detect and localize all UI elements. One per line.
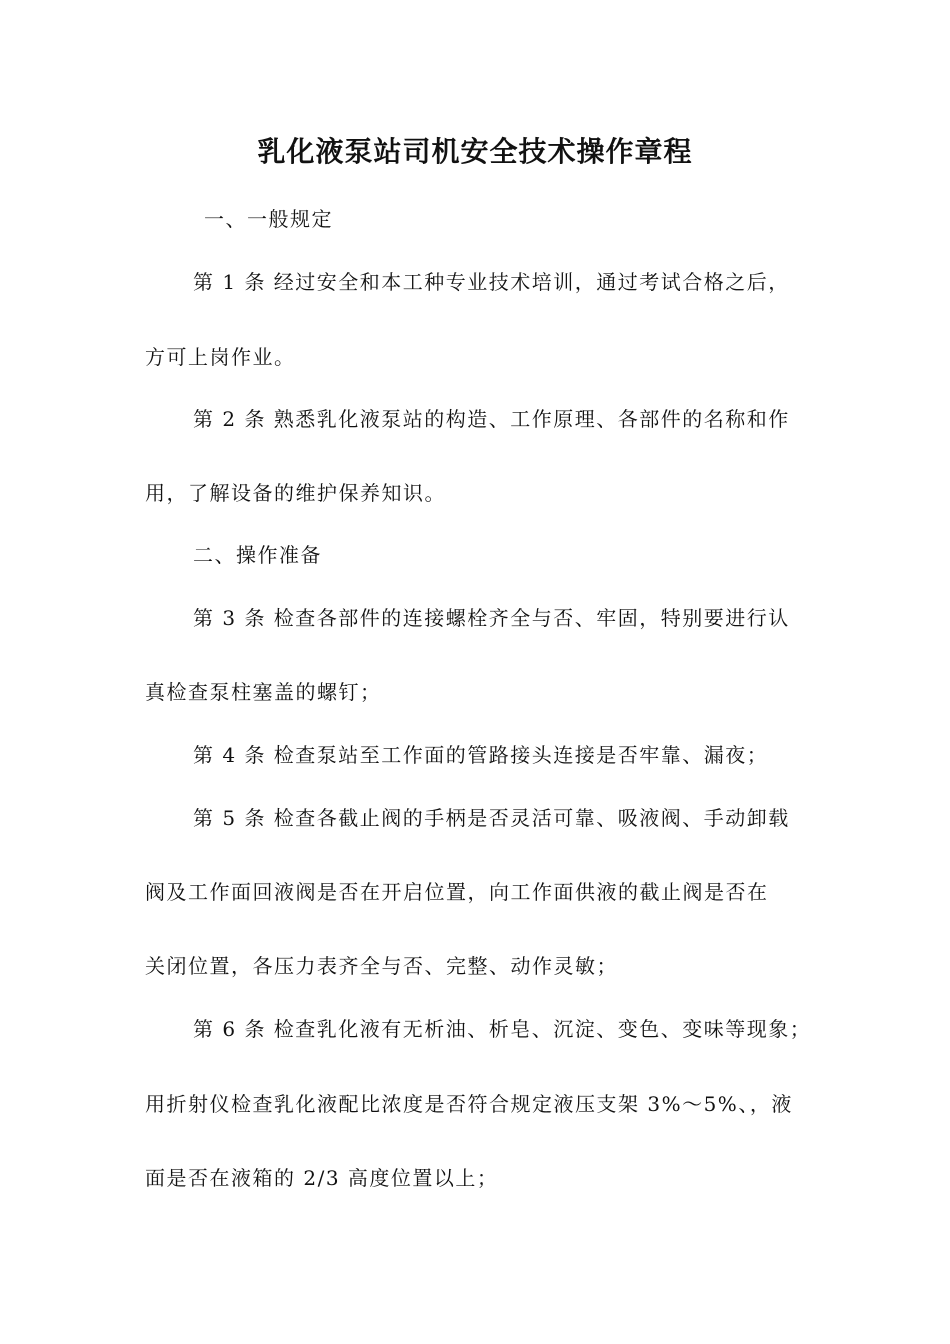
document-title: 乳化液泵站司机安全技术操作章程 [257, 135, 693, 168]
article-5-line-2: 阀及工作面回液阀是否在开启位置，向工作面供液的截止阀是否在 [145, 880, 769, 904]
article-6-line-3: 面是否在液箱的 2/3 高度位置以上； [145, 1166, 499, 1190]
article-6-line-2: 用折射仪检查乳化液配比浓度是否符合规定液压支架 3%～5%、，液 [145, 1092, 793, 1116]
article-1-line-1: 第 1 条 经过安全和本工种专业技术培训，通过考试合格之后， [193, 270, 790, 294]
article-5-line-3: 关闭位置，各压力表齐全与否、完整、动作灵敏； [145, 954, 618, 978]
article-2-line-2: 用，了解设备的维护保养知识。 [145, 481, 446, 505]
section-heading-preparation: 二、操作准备 [193, 543, 322, 567]
article-4-line-1: 第 4 条 检查泵站至工作面的管路接头连接是否牢靠、漏夜； [193, 743, 769, 767]
article-3-line-1: 第 3 条 检查各部件的连接螺栓齐全与否、牢固，特别要进行认 [193, 606, 790, 630]
article-6-line-1: 第 6 条 检查乳化液有无析油、析皂、沉淀、变色、变味等现象； [193, 1017, 812, 1041]
section-heading-general: 一、一般规定 [204, 207, 333, 231]
article-1-line-2: 方可上岗作业。 [145, 345, 296, 369]
article-2-line-1: 第 2 条 熟悉乳化液泵站的构造、工作原理、各部件的名称和作 [193, 407, 790, 431]
article-5-line-1: 第 5 条 检查各截止阀的手柄是否灵活可靠、吸液阀、手动卸载 [193, 806, 790, 830]
article-3-line-2: 真检查泵柱塞盖的螺钉； [145, 680, 382, 704]
